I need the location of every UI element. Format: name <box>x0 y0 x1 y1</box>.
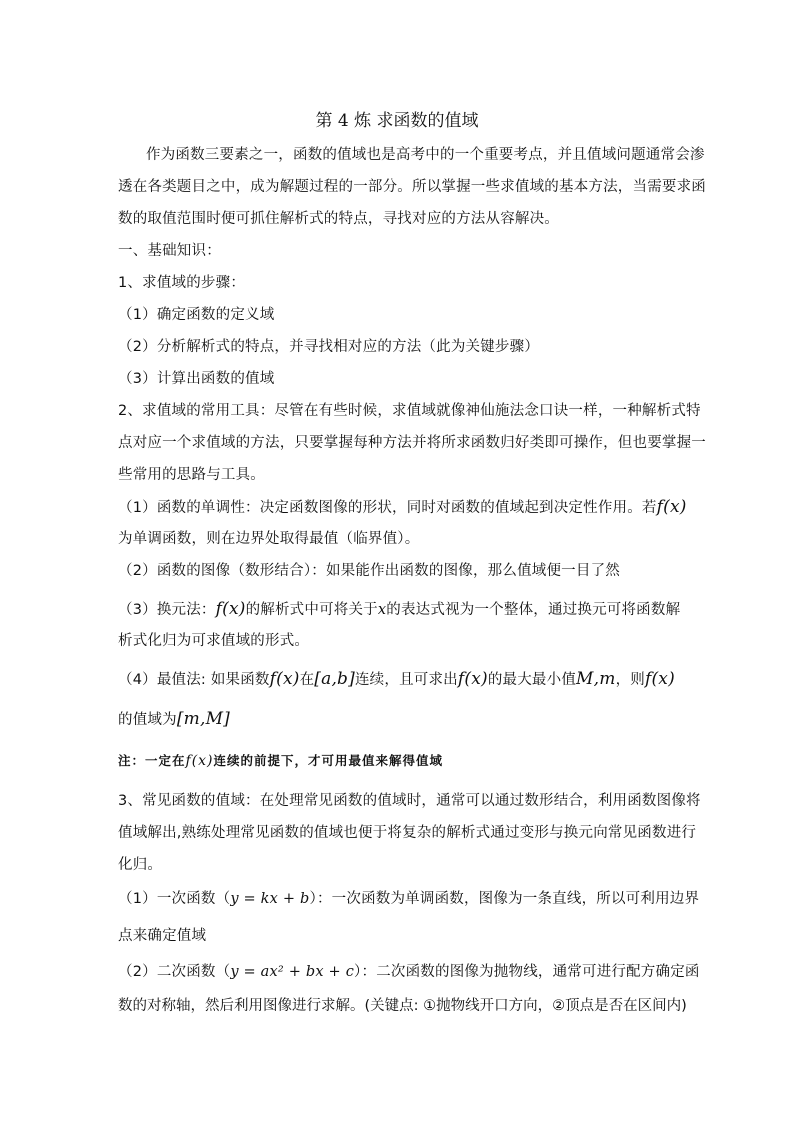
step-2: （2）分析解析式的特点，并寻找相对应的方法（此为关键步骤） <box>118 339 540 355</box>
common-line-1: 3、常见函数的值域：在处理常见函数的值域时，通常可以通过数形结合，利用函数图像将 <box>118 793 701 809</box>
quadratic-line-2: 数的对称轴，然后利用图像进行求解。(关键点: ①抛物线开口方向，②顶点是否在区间内) <box>118 998 687 1014</box>
tool-4-text-range: 的值域为 <box>118 712 177 728</box>
note-text-cont: 连续的前提下，才可用最值来解得值域 <box>213 753 444 768</box>
max-min-symbols: M,m <box>576 669 616 689</box>
tool-4-label: （4）最值法: 如果函数 <box>118 672 270 688</box>
quadratic-line-1 <box>118 962 700 982</box>
tools-heading-line-3: 些常用的思路与工具。 <box>118 467 265 483</box>
interval-ab: [a,b] <box>314 669 355 689</box>
fx-formula: f(x) <box>215 599 246 619</box>
x-variable: x <box>377 602 387 618</box>
fx-formula: f(x) <box>457 669 488 689</box>
step-1: （1）确定函数的定义域 <box>118 307 275 323</box>
tool-4-text-continuous: 连续，且可求出 <box>354 672 458 688</box>
note-text: 注：一定在 <box>118 753 186 768</box>
fx-formula: f(x) <box>185 753 214 769</box>
tool-2: （2）函数的图像（数形结合）：如果能作出函数的图像，那么值域便一目了然 <box>118 563 620 579</box>
page-title: 第 4 炼 求函数的值域 <box>315 111 479 131</box>
fx-formula: f(x) <box>644 669 675 689</box>
tool-3-text-cont: 的表达式视为一个整体，通过换元可将函数解 <box>386 602 681 618</box>
tool-3-line-2: 析式化归为可求值域的形式。 <box>118 633 310 649</box>
tool-4-line-1 <box>118 669 678 690</box>
quadratic-label: （2）二次函数（ <box>118 964 231 980</box>
tools-heading-line-1: 2、求值域的常用工具：尽管在有些时候，求值域就像神仙施法念口诀一样，一种解析式特 <box>118 403 701 419</box>
linear-text: ）：一次函数为单调函数，图像为一条直线，所以可利用边界 <box>309 891 700 907</box>
steps-heading: 1、求值域的步骤： <box>118 275 246 291</box>
step-3: （3）计算出函数的值域 <box>118 371 275 387</box>
tool-1-line-2: 为单调函数，则在边界处取得最值（临界值）。 <box>118 531 420 547</box>
tool-4-text-zai: 在 <box>299 672 315 688</box>
tool-3-label: （3）换元法： <box>118 602 216 618</box>
tool-3-text: 的解析式中可将关于 <box>245 602 378 618</box>
tool-4-text-then: ，则 <box>615 672 645 688</box>
range-interval: [m,M] <box>176 709 231 729</box>
common-line-3: 化归。 <box>118 857 163 873</box>
linear-line-1 <box>118 889 700 909</box>
linear-label: （1）一次函数（ <box>118 891 231 907</box>
note-line <box>118 751 678 771</box>
tool-4-line-2 <box>118 709 678 730</box>
intro-line-3: 数的取值范围时便可抓住解析式的特点，寻找对应的方法从容解决。 <box>118 211 559 227</box>
linear-line-2: 点来确定值域 <box>118 928 207 944</box>
tool-4-text-maxmin: 的最大最小值 <box>487 672 577 688</box>
fx-formula: f(x) <box>269 669 300 689</box>
quadratic-text: ）：二次函数的图像为抛物线，通常可进行配方确定函 <box>354 964 700 980</box>
tools-heading-line-2: 点对应一个求值域的方法，只要掌握每种方法并将所求函数归好类即可操作，但也要掌握一 <box>118 435 706 451</box>
tool-1-text: （1）函数的单调性：决定函数图像的形状，同时对函数的值域起到决定性作用。若 <box>118 500 657 516</box>
quadratic-equation: y = ax² + bx + c <box>230 964 355 980</box>
linear-equation: y = kx + b <box>230 891 310 907</box>
fx-formula: f(x) <box>656 497 687 517</box>
common-line-2: 值域解出,熟练处理常见函数的值域也便于将复杂的解析式通过变形与换元向常见函数进行 <box>118 825 697 841</box>
intro-line-1: 作为函数三要素之一，函数的值域也是高考中的一个重要考点，并且值域问题通常会渗 <box>146 147 705 163</box>
intro-line-2: 透在各类题目之中，成为解题过程的一部分。所以掌握一些求值域的基本方法，当需要求函 <box>118 179 706 195</box>
tool-1-line-1 <box>118 497 687 518</box>
section-heading-basics: 一、基础知识： <box>118 243 221 259</box>
tool-3-line-1 <box>118 599 681 620</box>
